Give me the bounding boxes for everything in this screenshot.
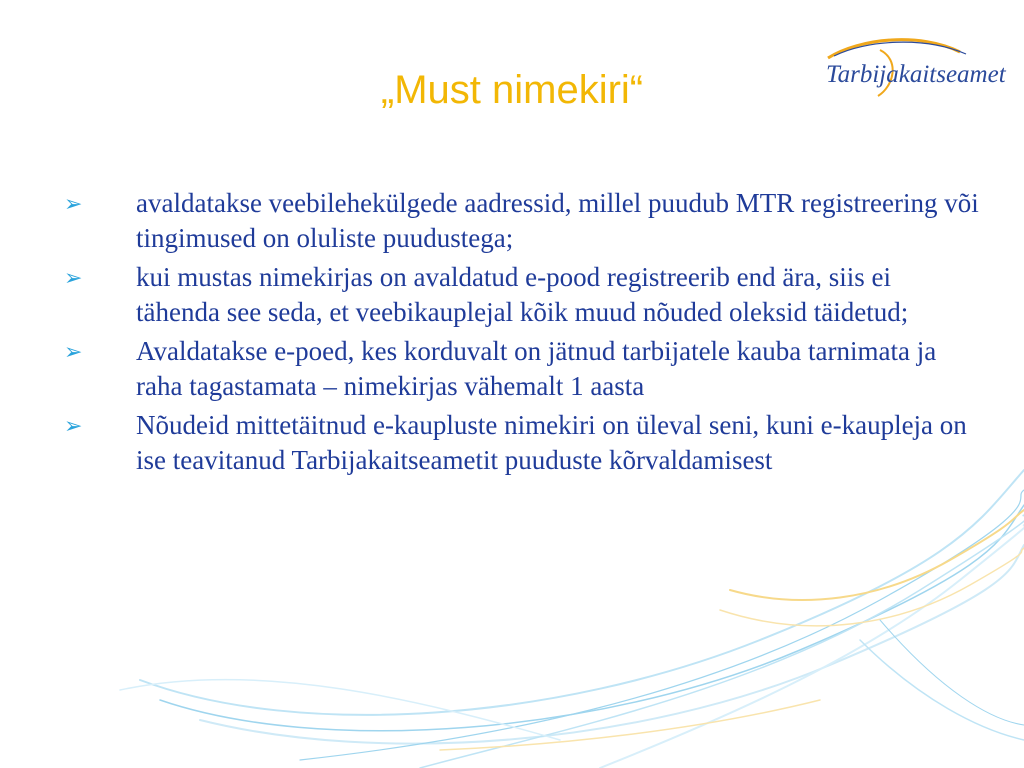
bullet-item xyxy=(60,334,980,404)
arrow-right-bullet-icon: ➢ xyxy=(64,192,83,217)
arrow-right-bullet-icon: ➢ xyxy=(64,266,83,291)
bullet-text: avaldatakse veebilehekülgede aadressid, millel puudub MTR registreering või tingimused on oluliste puudustega; xyxy=(136,188,979,253)
bullet-text: Nõudeid mittetäitnud e-kaupluste nimekiri on üleval seni, kuni e-kaupleja on ise teavitanud Tarbijakaitseametit puuduste kõrvaldamisest xyxy=(136,410,967,475)
bullet-item xyxy=(60,260,980,330)
svg-text:Tarbijakaitseamet: Tarbijakaitseamet xyxy=(826,61,1006,88)
slide-title: „Must nimekiri“ xyxy=(380,68,644,112)
bullet-item xyxy=(60,186,980,256)
bullet-text: Avaldatakse e-poed, kes korduvalt on jätnud tarbijatele kauba tarnimata ja raha tagastamata – nimekirjas vähemalt 1 aasta xyxy=(136,336,937,401)
bullet-text: kui mustas nimekirjas on avaldatud e-pood registreerib end ära, siis ei tähenda see seda, et veebikauplejal kõik muud nõuded oleksid täidetud; xyxy=(136,262,909,327)
bullet-list xyxy=(60,186,980,482)
arrow-right-bullet-icon: ➢ xyxy=(64,340,83,365)
bullet-item xyxy=(60,408,980,478)
arrow-right-bullet-icon: ➢ xyxy=(64,414,83,439)
